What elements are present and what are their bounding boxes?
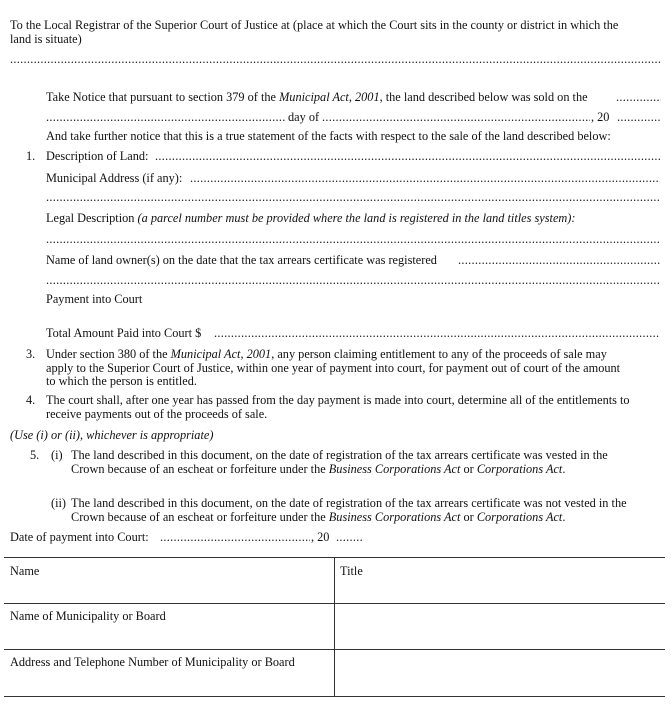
total-amount-fill[interactable]: [214, 327, 660, 339]
sale-date-fill[interactable]: [616, 91, 661, 103]
notice-line3: And take further notice that this is a true statement of the facts with respect to the sale of the land described below:: [46, 129, 611, 143]
notice-line1: Take Notice that pursuant to section 379 of the Municipal Act, 2001, the land described below was sold on the: [46, 90, 588, 104]
option-ii-label: (ii): [51, 496, 67, 510]
item3-line3: to which the person is entitled.: [46, 374, 197, 388]
legal-description-label: Legal Description (a parcel number must be provided where the land is registered in the land titles system):: [46, 211, 576, 225]
address-field-label: Address and Telephone Number of Municipality or Board: [10, 655, 295, 669]
sale-year-fill[interactable]: [617, 111, 660, 123]
item3-line1: Under section 380 of the Municipal Act, 2001, any person claiming entitlement to any of the proceeds of sale may: [46, 347, 607, 361]
item4-number: 4.: [26, 393, 36, 407]
date-payment-fill[interactable]: [160, 531, 310, 543]
sale-day-fill[interactable]: [46, 111, 286, 123]
table-bottom-border: [4, 696, 665, 697]
item3-line2: apply to the Superior Court of Justice, within one year of payment into court, for payment out of court of the amount: [46, 361, 621, 375]
title-field-label: Title: [340, 564, 363, 578]
date-payment-year-prefix: , 20: [311, 530, 330, 544]
name-field-label: Name: [10, 564, 40, 578]
item5-number: 5.: [30, 448, 40, 462]
option-ii-line1: The land described in this document, on the date of registration of the tax arrears certificate was not vested in the: [71, 496, 627, 510]
payment-heading: Payment into Court: [46, 292, 143, 306]
day-of-label: day of: [288, 110, 320, 124]
registrar-address-line1: To the Local Registrar of the Superior Court of Justice at (place at which the Court sits in the county or district in which the: [10, 18, 619, 32]
option-i-label: (i): [51, 448, 63, 462]
date-payment-label: Date of payment into Court:: [10, 530, 149, 544]
option-i-line2: Crown because of an escheat or forfeiture under the Business Corporations Act or Corporations Act.: [71, 462, 566, 476]
municipal-address-label: Municipal Address (if any):: [46, 171, 183, 185]
registrar-address-line2: land is situate): [10, 32, 82, 46]
sale-month-fill[interactable]: [322, 111, 590, 123]
place-fill-line[interactable]: [10, 53, 661, 65]
total-amount-label: Total Amount Paid into Court $: [46, 326, 202, 340]
item1-number: 1.: [26, 149, 36, 163]
item4-line2: receive payments out of the proceeds of sale.: [46, 407, 268, 421]
option-i-line1: The land described in this document, on the date of registration of the tax arrears certificate was vested in the: [71, 448, 608, 462]
municipal-address-fill-2[interactable]: [46, 191, 660, 203]
municipal-address-fill[interactable]: [190, 172, 660, 184]
description-of-land-fill[interactable]: [155, 150, 660, 162]
land-owner-fill[interactable]: [458, 254, 660, 266]
description-of-land-label: Description of Land:: [46, 149, 149, 163]
legal-description-fill[interactable]: [46, 233, 660, 245]
municipality-field-label: Name of Municipality or Board: [10, 609, 166, 623]
land-owner-label: Name of land owner(s) on the date that the tax arrears certificate was registered: [46, 253, 437, 267]
date-payment-year-fill[interactable]: [336, 531, 364, 543]
use-note: (Use (i) or (ii), whichever is appropriate): [10, 428, 214, 442]
table-column-divider: [334, 557, 335, 696]
item3-number: 3.: [26, 347, 36, 361]
year-prefix: , 20: [591, 110, 610, 124]
option-ii-line2: Crown because of an escheat or forfeiture under the Business Corporations Act or Corporations Act.: [71, 510, 566, 524]
land-owner-fill-2[interactable]: [46, 274, 660, 286]
item4-line1: The court shall, after one year has passed from the day payment is made into court, determine all of the entitlements to: [46, 393, 630, 407]
